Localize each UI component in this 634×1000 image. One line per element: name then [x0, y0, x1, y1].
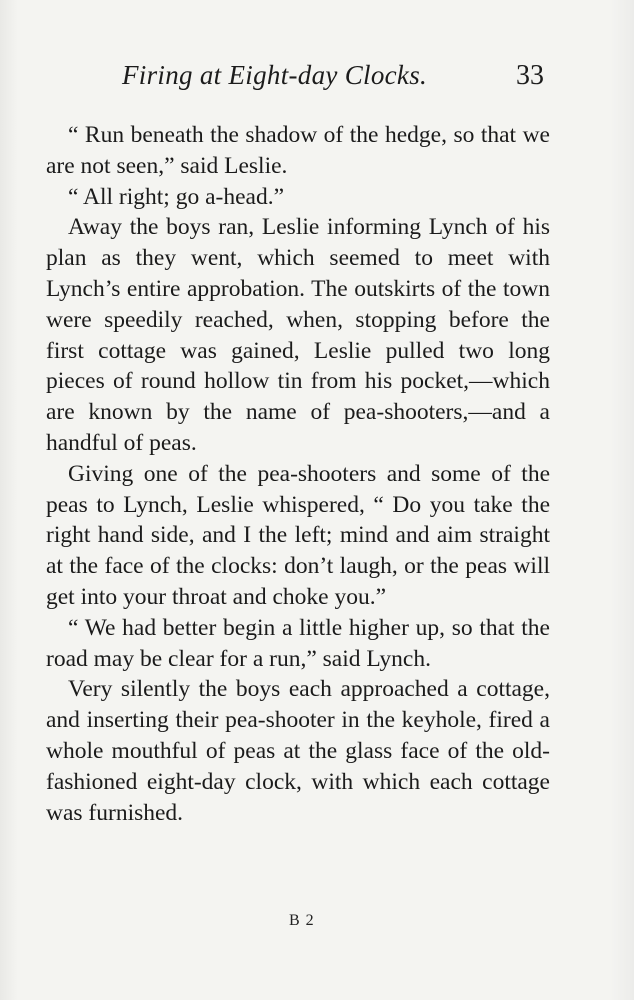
- paragraph: “ Run beneath the shadow of the hedge, so that we are not seen,” said Leslie.: [46, 122, 550, 179]
- paragraph: Very silently the boys each approached a cottage, and inserting their pea-shooter in the keyhole, fired a whole mouthful of peas at the glass face of the old-fashioned eight-day clock, with which each cottage was furnished.: [46, 676, 550, 826]
- body-text: [46, 120, 550, 828]
- signature-mark: B 2: [289, 912, 315, 929]
- paragraph: Away the boys ran, Leslie informing Lynch of his plan as they went, which seemed to meet with Lynch’s entire approbation. The outskirts of the town were speedily reached, when, stopping before the first cottage was gained, Leslie pulled two long pieces of round hollow tin from his pocket,—which are known by the name of pea-shooters,—and a handful of peas.: [46, 214, 550, 456]
- running-head: [122, 60, 552, 104]
- paragraph: “ We had better begin a little higher up, so that the road may be clear for a run,” said Lynch.: [46, 614, 550, 672]
- paragraph: Giving one of the pea-shooters and some of the peas to Lynch, Leslie whispered, “ Do you take the right hand side, and I the left; mind and aim straight at the face of the clocks: don’t laugh, or the peas will get into your throat and choke you.”: [46, 460, 550, 610]
- running-title: Firing at Eight-day Clocks.: [122, 60, 428, 90]
- paragraph: “ All right; go a-head.”: [68, 183, 284, 210]
- page-number: 33: [516, 60, 544, 91]
